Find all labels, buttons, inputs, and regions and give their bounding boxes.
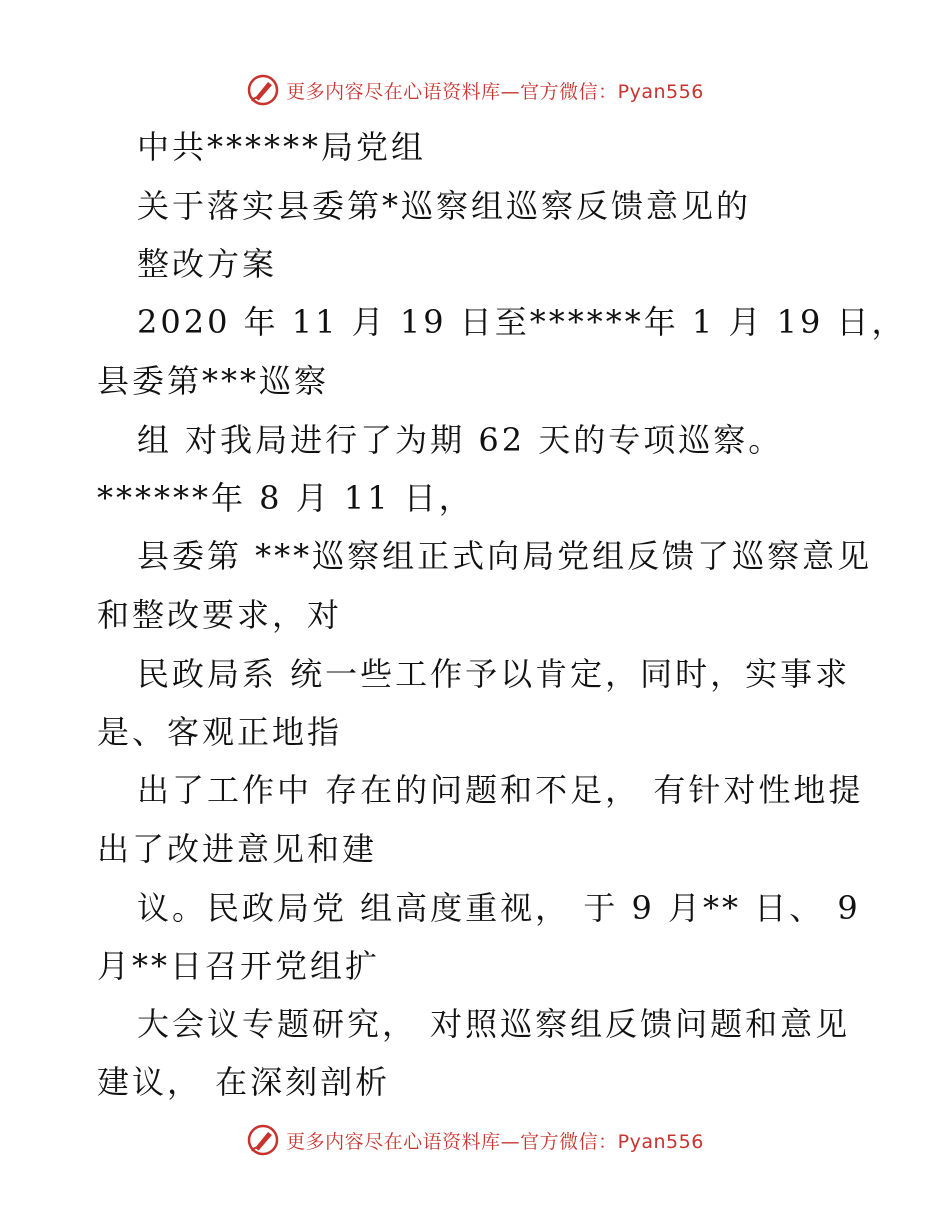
doc-line: 中共******局党组: [137, 128, 427, 166]
watermark-text: 更多内容尽在心语资料库—官方微信：Pyan556: [286, 1130, 704, 1153]
doc-line: 县委第 ***巡察组正式向局党组反馈了巡察意见: [137, 537, 873, 575]
doc-line: 大会议专题研究， 对照巡察组反馈问题和意见: [137, 1005, 851, 1043]
doc-line: 建议， 在深刻剖析: [97, 1063, 391, 1101]
doc-line: 2020 年 11 月 19 日至******年 1 月 19 日，: [137, 303, 907, 341]
doc-line: 组 对我局进行了为期 62 天的专项巡察。: [137, 421, 784, 459]
doc-line: 出了改进意见和建: [97, 830, 378, 868]
watermark-header: [0, 70, 950, 110]
doc-line: 和整改要求，对: [97, 596, 343, 634]
watermark-handle: Pyan556: [617, 1130, 704, 1153]
doc-line: 议。民政局党 组高度重视， 于 9 月** 日、 9: [137, 889, 861, 927]
doc-line: 关于落实县委第*巡察组巡察反馈意见的: [137, 187, 752, 225]
watermark-footer: [0, 1120, 950, 1160]
quill-pen-seal-icon: [246, 1123, 280, 1157]
watermark-handle: Pyan556: [617, 80, 704, 103]
doc-line: 出了工作中 存在的问题和不足， 有针对性地提: [137, 771, 864, 809]
doc-line: 是、客观正地指: [97, 713, 343, 751]
doc-line: 月**日召开党组扩: [97, 947, 381, 985]
quill-pen-seal-icon: [246, 73, 280, 107]
watermark-text: 更多内容尽在心语资料库—官方微信：Pyan556: [286, 80, 704, 103]
doc-line: 民政局系 统一些工作予以肯定，同时，实事求: [137, 655, 851, 693]
doc-line: 县委第***巡察: [97, 362, 330, 400]
doc-line: ******年 8 月 11 日，: [97, 479, 474, 517]
doc-line: 整改方案: [137, 245, 278, 283]
